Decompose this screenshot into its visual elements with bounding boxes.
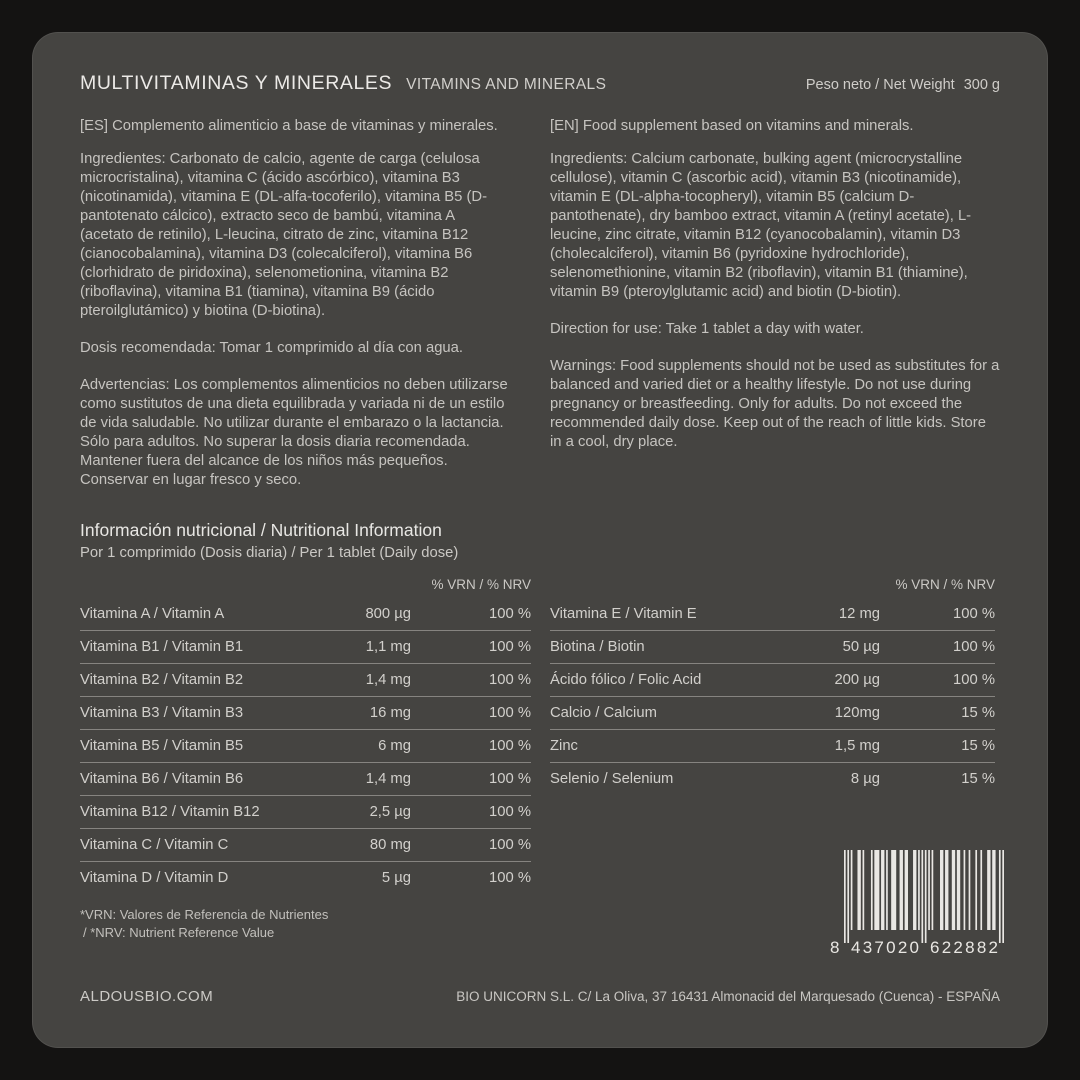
nutrition-row [80,762,531,795]
nutrient-nrv-percent: 100 % [489,771,531,787]
nutrient-name: Vitamina D / Vitamin D [80,870,229,886]
svg-text:8: 8 [830,938,840,956]
nutrient-name: Vitamina B6 / Vitamin B6 [80,771,244,787]
nutrition-row [80,597,531,630]
nutrition-heading: Información nutricional / Nutritional Information [80,520,442,540]
nutrition-tables [80,577,1000,894]
nutrient-name: Biotina / Biotin [550,639,645,655]
nutrient-amount: 120mg [834,705,880,721]
spanish-column [80,117,510,508]
title-group [80,72,606,95]
nrv-footnote-line1: *VRN: Valores de Referencia de Nutrientes [80,907,329,922]
nutrient-nrv-percent: 100 % [489,837,531,853]
net-weight-label: Peso neto / Net Weight [805,77,955,93]
svg-text:622882: 622882 [930,938,998,956]
spanish-warnings: Advertencias: Los complementos alimenticios no deben utilizarse como sustitutos de una dieta equilibrada y variada ni de un estilo de vida saludable. No utilizar durante el embarazo o la lactancia. Sólo para adultos. No superar la dosis diaria recomendada. Mantener fuera del alcance de los niños más pequeños. Conservar en lugar fresco y seco. [80,377,508,488]
nutrient-amount: 200 µg [834,672,880,688]
nutrition-row [80,663,531,696]
nutrition-row [80,828,531,861]
nutrition-row [80,630,531,663]
english-column [550,117,1000,508]
nutrition-row [80,729,531,762]
nutrient-name: Vitamina B12 / Vitamin B12 [80,804,260,820]
nutrient-amount: 12 mg [838,605,880,622]
nutrient-amount: 800 µg [365,605,411,622]
nutrient-amount: 2,5 µg [369,804,411,820]
nutrient-amount: 1,4 mg [365,771,411,787]
nutrient-name: Vitamina E / Vitamin E [550,605,697,622]
nutrition-table-right [550,577,995,894]
english-warnings: Warnings: Food supplements should not be used as substitutes for a balanced and varied diet or a healthy lifestyle. Do not use during pregnancy or breastfeeding. Only for adults. Do not exceed the recommended daily dose. Keep out of the reach of little kids. Store in a cool, dry place. [550,358,1000,450]
nutrient-nrv-percent: 15 % [961,738,995,754]
nutrient-nrv-percent: 15 % [961,705,995,721]
nutrient-name: Vitamina B2 / Vitamin B2 [80,672,244,688]
nutrient-nrv-percent: 100 % [489,672,531,688]
nutrition-row [550,696,995,729]
nrv-column-header: % VRN / % NRV [895,577,995,592]
nutrient-nrv-percent: 100 % [489,605,531,622]
nutrient-name: Zinc [550,738,578,754]
label-footer [80,988,1000,1005]
website-text: ALDOUSBIO.COM [80,988,214,1005]
nutrition-row [550,729,995,762]
net-weight-value: 300 g [963,77,1000,93]
nutrition-table-left-body [80,597,531,894]
label-header [80,72,1000,95]
nutrient-nrv-percent: 15 % [961,771,995,787]
nutrient-amount: 1,1 mg [365,639,411,655]
nutrient-name: Ácido fólico / Folic Acid [550,672,702,688]
english-intro: [EN] Food supplement based on vitamins and minerals. [550,118,914,134]
nutrient-nrv-percent: 100 % [953,672,995,688]
svg-text:437020: 437020 [851,938,919,956]
nutrient-amount: 5 µg [381,870,411,886]
nutrition-row [550,597,995,630]
nutrient-amount: 8 µg [850,771,880,787]
nutrient-nrv-percent: 100 % [953,639,995,655]
title-english: VITAMINS AND MINERALS [406,76,607,93]
nutrient-amount: 50 µg [842,639,880,655]
nutrient-nrv-percent: 100 % [489,639,531,655]
nutrition-row [550,630,995,663]
net-weight [806,77,1000,93]
nutrition-row [80,861,531,894]
nrv-column-header: % VRN / % NRV [431,577,531,592]
nutrition-row [550,663,995,696]
nutrition-table-right-body [550,597,995,795]
nutrition-table-left [80,577,531,894]
nutrient-name: Vitamina A / Vitamin A [80,605,225,622]
nutrient-nrv-percent: 100 % [953,605,995,622]
bilingual-text-columns [80,117,1000,508]
nutrient-nrv-percent: 100 % [489,705,531,721]
nutrient-name: Selenio / Selenium [550,771,674,787]
nutrient-amount: 6 mg [378,738,411,754]
nutrient-name: Vitamina B1 / Vitamin B1 [80,639,244,655]
nutrition-subheading: Por 1 comprimido (Dosis diaria) / Per 1 tablet (Daily dose) [80,545,459,561]
nutrient-amount: 16 mg [369,705,411,721]
nutrient-nrv-percent: 100 % [489,804,531,820]
english-ingredients: Ingredients: Calcium carbonate, bulking agent (microcrystalline cellulose), vitamin C (ascorbic acid), vitamin B3 (nicotinamide), vitamin E (DL-alpha-tocopheryl), vitamin B5 (calcium D-pantothenate), dry bamboo extract, vitamin A (retinyl acetate), L-leucine, zinc citrate, vitamin B12 (cyanocobalamin), vitamin D3 (cholecalciferol), vitamin B6 (pyridoxine hydrochloride), selenomethionine, vitamin B2 (riboflavin), vitamin B1 (thiamine), vitamin B9 (pteroylglutamic acid) and biotin (D-biotin). [550,151,972,300]
english-dosage: Direction for use: Take 1 tablet a day with water. [550,321,864,337]
manufacturer-address: BIO UNICORN S.L. C/ La Oliva, 37 16431 Almonacid del Marquesado (Cuenca) - ESPAÑA [456,989,1000,1004]
nutrition-row [550,762,995,795]
nutrient-name: Vitamina C / Vitamin C [80,837,229,853]
nutrient-amount: 1,4 mg [365,672,411,688]
spanish-ingredients: Ingredientes: Carbonato de calcio, agente de carga (celulosa microcristalina), vitamina C (ácido ascórbico), vitamina B3 (nicotinamida), vitamina E (DL-alfa-tocoferilo), vitamina B5 (D-pantotenato cálcico), extracto seco de bambú, vitamina A (acetato de retinilo), L-leucina, citrato de zinc, vitamina B12 (cianocobalamina), vitamina D3 (colecalciferol), vitamina B6 (clorhidrato de piridoxina), selenometionina, vitamina B2 (riboflavina), vitamina B1 (tiamina), vitamina B9 (ácido pteroilglutámico) y biotina (D-biotina). [80,151,488,319]
ean13-barcode [830,850,1004,956]
nutrient-nrv-percent: 100 % [489,738,531,754]
nutrition-row [80,696,531,729]
nutrient-name: Calcio / Calcium [550,705,657,721]
spanish-intro: [ES] Complemento alimenticio a base de vitaminas y minerales. [80,118,498,134]
nutrient-nrv-percent: 100 % [489,870,531,886]
nutrient-name: Vitamina B5 / Vitamin B5 [80,738,244,754]
nutrition-row [80,795,531,828]
product-label-card [32,32,1048,1048]
title-spanish: MULTIVITAMINAS Y MINERALES [80,72,393,94]
nutrient-amount: 80 mg [369,837,411,853]
nutrient-amount: 1,5 mg [834,738,880,754]
nutrient-name: Vitamina B3 / Vitamin B3 [80,705,244,721]
nrv-footnote-line2: / *NRV: Nutrient Reference Value [83,925,275,940]
spanish-dosage: Dosis recomendada: Tomar 1 comprimido al día con agua. [80,340,463,356]
